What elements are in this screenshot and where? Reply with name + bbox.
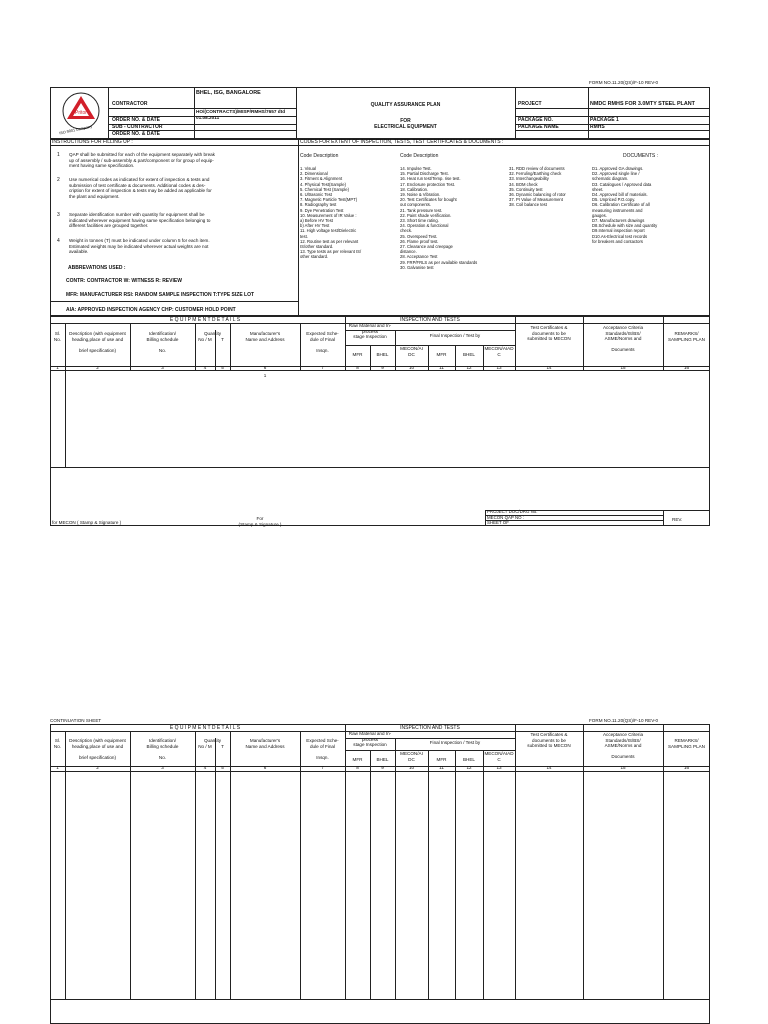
cont-col-remarks: REMARKS/ SAMPLING PLAN (667, 738, 706, 749)
cont-col-sl: Sl. No. (53, 738, 62, 749)
codes-col2-header: Code Description (400, 153, 439, 159)
col-manufacturer: Manufacturer's Name and Address (245, 331, 285, 342)
qap-subject: ELECTRICAL EQUIPMENT (374, 124, 437, 130)
cont-equipment-details-heading: E Q U I P M E N T D E T A I L S (169, 725, 241, 731)
order-label: ORDER NO. & DATE (112, 117, 160, 123)
cont-col-acceptance-criteria: Acceptance Criteria Standards/IS/BS/ ASME/Norms and Documents (602, 732, 644, 760)
cont-col-bhel-raw: BHEL (376, 757, 389, 762)
codes-col1: 1. Visual 2. Dimensional 3. Fitment & Alignment 4. Physical Test(Sample) 5. Chemical Test (Sample) 6. Ultrasonic Test 7. Magnetic Particle Test(MPT) 8. Radiography test 9. Dye Penetration Test 10. Measurement of IR Value : a) Before HV Test b) After HV Test 11. High voltage test/Dielectric test. 12. Routine test as per relevant IS/other standard. 13. Type tests as per relevant IS/ other standard. (300, 166, 362, 260)
col-bhel-raw: BHEL (376, 352, 389, 357)
inspection-tests-heading: INSPECTION AND TESTS (400, 317, 460, 323)
project-doc-label: PROJECT DOC/DRG No. (487, 509, 538, 514)
codes-col2: 14. Impulse Test. 15. Partial Discharge Test. 16. Heat run test/Temp. rise test. 17. Enclosure protection Test. 18. Calibration. 19. Noise & Vibration. 20. Test Certificates for bought out components. 21. Tank pressure test. 22. Paint shade verification. 23. Short time rating. 24. Operation & functional check. 25. Overspeed Test. 26. Flame proof test. 27. Clearance and creepage distance. 28. Acceptance Test 29. FRP/FRLS as per available standards 30. Galvanise test (400, 166, 478, 270)
for-mecon-stamp: for MECON ( Stamp & Signature ) (52, 520, 122, 525)
form-number: FORM NO.11.20(QS)/F-10 REV-0 (589, 80, 659, 85)
cont-col-mfr-final: MFR (436, 757, 447, 762)
col-bhel-final: BHEL (462, 352, 475, 357)
cont-col-expected-schedule: Expected Sche- dule of Final Insqn. (306, 738, 339, 760)
cont-col-mecon-final: MECON/AIAD C (484, 751, 514, 762)
equipment-details-heading: E Q U I P M E N T D E T A I L S (169, 317, 241, 323)
svg-text:Pritor: Pritor (75, 110, 87, 116)
col-mfr-raw: MFR (352, 352, 363, 357)
order-value: HO/(CONTRACTS)/MISP/RMHS/7657 dtd 01.08.2011 (196, 109, 286, 120)
col-mecon-final: MECON/AIAD C (484, 346, 514, 357)
package-no-label: PACKAGE NO. (518, 117, 553, 123)
codes-title: CODES FOR EXTENT OF INSPECTION, TESTS, TEST CERTIFICATES & DOCUMENTS : (300, 139, 504, 145)
raw-material-heading: Raw Material and In-process stage Inspection (348, 323, 392, 340)
abbreviations-line-1: CONTR: CONTRACTOR W: WITNESS R: REVIEW (66, 278, 182, 284)
cont-col-quantity: Quantity (203, 738, 222, 743)
qap-title: QUALITY ASSURANCE PLAN (370, 102, 441, 108)
codes-col1-header: Code Description (300, 153, 339, 159)
codes-col3: 31. RDD review of documents 32. Ferruling/Earthing check 33. Interchangeability 34. BOM check 35. Continuity test 36. Dynamic balancing of rotor 37. PI Value of Measurement 38. Coil balance test (509, 166, 566, 208)
package-no-value: PACKAGE 1 (590, 117, 619, 123)
project-value: NMDC RMHS FOR 3.0MTY STEEL PLANT (590, 101, 695, 107)
sheet-label: SHEET OF (487, 520, 509, 525)
final-inspection-heading: Final Inspection / Test by (429, 333, 481, 338)
cont-col-identification: Identification/ Billing schedule No. (146, 738, 179, 760)
package-name-value: RMHS (590, 124, 605, 130)
company-logo: Pritor ISO 9001 Company (57, 89, 105, 137)
project-label: PROJECT (518, 101, 542, 107)
col-test-certificates: Test Certificates & documents to be submitted to MECON (527, 325, 571, 342)
stamp-signature: (Stamp & Signature ) (238, 522, 282, 527)
documents-header: DOCUMENTS : (623, 153, 658, 159)
col-sl: Sl. No. (53, 331, 62, 342)
col-quantity: Quantity (203, 331, 222, 336)
rev-label: REV. (672, 517, 683, 522)
abbreviations-title: ABBREVATIONS USED : (68, 265, 126, 271)
col-identification: Identification/ Billing schedule No. (146, 331, 179, 353)
cont-final-inspection-heading: Final Inspection / Test by (429, 740, 481, 745)
col-no-m: No / M (198, 337, 212, 342)
col-mecon-raw: MECON/AI DC (400, 346, 423, 357)
continuation-title: CONTINUATION SHEET (50, 718, 102, 723)
cont-raw-material-heading: Raw Material and In-process stage Inspection (348, 731, 392, 748)
documents-list: D1. Approved GA drawings. D2. Approved single line / schematic diagram. D3. Catalogues / Approved data sheet. D4. Approved bill of materials. D5. Unpriced P.O.copy. D6. Calibration Certificate of all measuring instruments and gauges. D7. Manufacturers drawings D8.Schedule with size and quantity D9.Internal inspection report D10.As-Electrical test records for breakers and contactors (592, 166, 658, 244)
cont-col-manufacturer: Manufacturer's Name and Address (245, 738, 285, 749)
cont-col-t: T (221, 744, 224, 749)
col-mfr-final: MFR (436, 352, 447, 357)
col-acceptance-criteria: Acceptance Criteria Standards/IS/BS/ ASME/Norms and Documents (602, 325, 644, 353)
cont-col-mecon-raw: MECON/AI DC (400, 751, 423, 762)
col-expected-schedule: Expected Sche- dule of Final Insqn. (306, 331, 339, 353)
instructions-title: INSTRUCTIONS FOR FILLING UP : (52, 139, 133, 145)
qap-for: FOR (400, 118, 411, 124)
cont-inspection-tests-heading: INSPECTION AND TESTS (400, 725, 460, 731)
package-name-label: PACKAGE NAME (518, 124, 559, 130)
col-t: T (221, 337, 224, 342)
cont-col-bhel-final: BHEL (462, 757, 475, 762)
abbreviations-line-2: MFR: MANUFACTURER RSI: RANDOM SAMPLE INSPECTION T:TYPE SIZE LOT (66, 292, 255, 298)
sub-contractor-label: SUB - CONTRACTOR (112, 124, 163, 130)
contractor-label: CONTRACTOR (112, 101, 148, 107)
continuation-form-number: FORM NO.11.20(QS)/F-10 REV-0 (589, 718, 659, 723)
abbreviations-line-3: AIA: APPROVED INSPECTION AGENCY CHP: CUSTOMER HOLD POINT (66, 307, 236, 313)
row-marker: 1 (263, 373, 267, 378)
col-remarks: REMARKS/ SAMPLING PLAN (667, 331, 706, 342)
for-label: For (256, 516, 264, 521)
cont-col-mfr-raw: MFR (352, 757, 363, 762)
cont-col-description: Description (with equipment heading,place of use and brief specification) (69, 738, 126, 760)
order-label-2: ORDER NO. & DATE (112, 131, 160, 137)
contractor-value: BHEL, ISG, BANGALORE (196, 90, 261, 96)
cont-col-test-certificates: Test Certificates & documents to be submitted to MECON (527, 732, 571, 749)
mecon-qap-label: MECON QAP NO : (487, 515, 525, 520)
col-description: Description (with equipment heading,place of use and brief specification) (69, 331, 126, 353)
cont-col-no-m: No / M (198, 744, 212, 749)
